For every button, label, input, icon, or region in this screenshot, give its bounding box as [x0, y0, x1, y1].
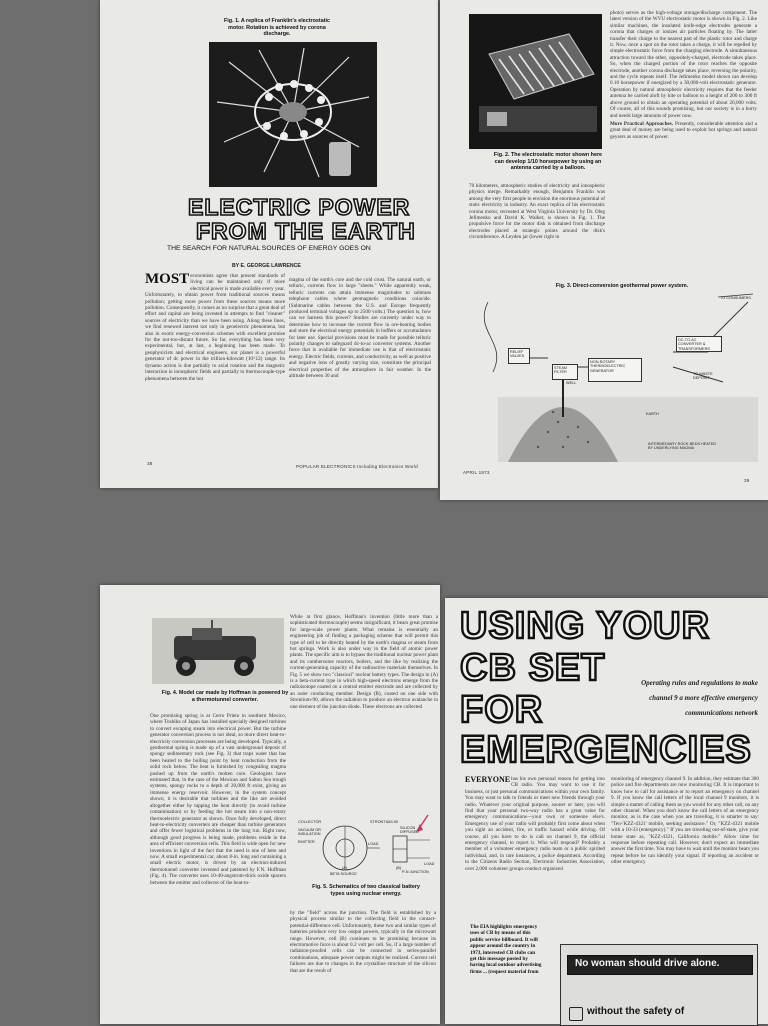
subtitle: THE SEARCH FOR NATURAL SOURCES OF ENERGY GOES ON	[167, 245, 371, 252]
cb-headline-line4: EMERGENCIES	[460, 729, 752, 771]
body-col-4	[610, 10, 757, 280]
body-col-2	[289, 277, 431, 457]
label-consumers: TO CONSUMERS	[720, 296, 751, 300]
magazine-footer: POPULAR ELECTRONICS Including Electronics World	[296, 464, 418, 469]
billboard-tagline: without the safety of	[587, 1006, 685, 1017]
label-emitter: EMITTER	[298, 840, 315, 844]
cb-headline-line1: USING YOUR	[460, 605, 711, 647]
label-a: (A)	[342, 866, 348, 870]
page-number-38: 38	[147, 461, 153, 466]
fig4-caption: Fig. 4. Model car made by Hoffman is powered by a thermotunnel converter.	[161, 690, 289, 703]
col2-text: magma of the earth's core and the cold crust. The natural earth, or telluric, currents flow in large "sheets." While apparently weak, telluric currents can attain immense magnitudes to subtrans telephone cables where geomagnetic conditions coincide. (Submarine cables between the U.S. and Europe frequently produced terminal voltages up to 2500 volts.) The question is, how can we harness this power? Studies are currently under way to determine how to increase the current flow in ore-bearing bodies and store the electrical energy potentials in buffers or accumulators for later use. Special provisions must be made for possible telluric polarity changes to safeguard dc-to-ac converter systems. Another force that is available for immediate use is that of electrostatic energy. Electric fields, currents, and conductivity, as well as positive and negative ions of greatly varying size, constitute the principal electrical properties of the atmosphere in fair weather. In the altitude between 30 and	[289, 277, 431, 380]
billboard	[560, 944, 758, 1026]
label-earth: EARTH	[646, 412, 659, 416]
billboard-headline: No woman should drive alone.	[575, 958, 720, 969]
label-rock-beds: INTERMEDIARY ROCK BEDS HEATED BY UNDERLYING MAGMA	[648, 442, 717, 451]
body-col-1	[145, 273, 285, 457]
cb-headline-line2: CB SET	[460, 647, 606, 689]
label-waste-deposit: TO WASTE DEPOSIT	[693, 372, 713, 381]
issue-date: APRIL 1973	[463, 470, 490, 475]
franklin-motor-image	[209, 42, 377, 187]
col4-subhead: More Practical Approaches.	[610, 120, 674, 127]
col1-text: economists agree that present standards of living can be maintained only if more electrical power is made available every year. Unfortunately, to obtain power from traditional sources means pollution; getting more power from these sources means more pollution. Consequently, it comes as no surprise that a great deal of effort and capital are being invested in attempts to find "cleaner" sources of electricity than we have been using. Along these lines, we find renewed interest not only in geoelectric phenomena, but also in exotic energy-conversion schemes with excellent promise for the not-too-distant future. So far, everything has been very experimental, but, at last, a beginning has been made. To geophysicists and electrical engineers, our planet is a powerful generator of dc power in the trillion-kilowatt (10^12) range. Its dynamo action is due partially to axial rotation and the magnetic interaction in ionospheric fields and partially to thermocouple-type phenomena between the hot	[145, 273, 285, 382]
article-deck: Operating rules and regulations to make channel 9 a more effective emergency communications network	[641, 679, 758, 717]
col4-text: photo) serves as the high-voltage storage/discharge component. The latest version of the WVU electrostatic motor is shown in Fig. 2. Like similar machines, the insulated knife-edge electrodes generate a corona that charges or ionizes air particles floating by. The latter transfer their charge to the nearest part of the plastic rotor and charge it. Now, once a spot on the rotor takes a charge, it will be repelled by simple electrostatic force from the charging electrode. A simultaneous attraction toward the other, oppositely-charged, electrode takes place. So, when the charged portion of the rotor reaches the opposite electrode, another corona discharge takes place, reversing the polarity, and the cycle repeats itself. The Jefimenko model shown can develop 0.10 horsepower if energized by a 30,000-volt electrostatic generator. Operation by natural atmospheric electricity requires that the feeder antenna be carried aloft by kite or balloon to a height of 200 to 300 ft above ground to obtain an operating potential of about 20,000 volts. Of course, all of this sounds promising, but our society is in a hurry and needs large amounts of power now.	[610, 10, 757, 119]
label-well: WELL	[566, 381, 577, 385]
label-steam-filter: STEAM FILTER	[554, 366, 568, 375]
headline-line2: FROM THE EARTH	[196, 218, 416, 244]
fig3-caption: Fig. 3. Direct-conversion geothermal power system.	[555, 283, 689, 289]
page-number-39: 39	[744, 478, 750, 483]
body-col-3	[469, 183, 605, 277]
headline-line1: ELECTRIC POWER	[188, 194, 411, 220]
fig4-photo	[152, 618, 284, 684]
fig2-photo	[469, 14, 602, 149]
fig1-caption: Fig. 1. A replica of Franklin's electrostatic motor. Rotation is achieved by corona discharge.	[223, 18, 331, 38]
col4-more-text: Presently, considerable attention and a great deal of money are being used to exploit hot springs and natural geysers as sources of power.	[610, 120, 757, 140]
cb-body-col-2	[611, 776, 759, 932]
label-silicon: SILICON DIFFUSED	[400, 826, 419, 835]
label-relief-valves: RELIEF VALVES	[510, 350, 525, 359]
fig5-caption: Fig. 5. Schematics of two classical battery types using nuclear energy.	[312, 884, 420, 897]
colA-text: One promising spring is at Cerro Prieto in southern Mexico, where Toshiba of Japan has installed specially designed turbines to convert escaping steam into electrical power. But the turbine generator conversion process is not ideal, so more direct heat-to-electricity conversion processes are being developed. Typically, a geothermal spring is made up of a vast underground deposit of spongy sedimentary rock (see Fig. 3) that traps water that has been heated to the boiling point by heat conduction from the solid rock below. The heat is furnished by congealing magma pushed up from the earth's molten core. Geologists have estimated that, in the case of the Mexican and Salton Sea trough systems, spongy rocks to a depth of 20,000 ft exist, giving an immense energy reservoir. However, in the system concept shown, it is desirable that turbines and the like are avoided altogether either by tapping the heat directly (to avoid turbine contamination) or by feeding the hot steam into a non-rotary thermoelectric generator as shown. Once fully developed, direct heat-to-electricity converters are cheaper than turbine generators and offer fewer logistical problems in the long run. Right now, although good progress is being made, problems reside in the area of efficient conversion cells. This field is wide open for new inventions in light of the fact that the need is one of here and now. A small experimental car, about 8-in. long and containing a small electric motor, is driven by an electron-induced thermotunnel converter invented and patented by F.N. Huffman (Fig. 4). The converter uses 10-40-angstrom-thick oxide spacers between the emitter and collector of the heat-to-	[150, 713, 286, 886]
billboard-shield-icon	[569, 1007, 583, 1021]
colB2-text: by the "field" across the junction. The field is established by a physical process similar to the collecting field in the contact-potential-difference cell. Unfortunately, these two and similar types of batteries produce very low output powers, typically in the microwatt range. However, cell (B) continues to be promising because its electromotive force is about 0.2 volt per cell. So, if a large number of radiation-proofed cells can be connected in series-parallel combinations, adequate power outputs might be realized. Current cell failures are due to changes in the crystalline structure of the silicon that are the result of	[290, 910, 436, 974]
label-thermoelectric: NON-ROTARY THERMOELECTRIC GENERATOR	[590, 360, 626, 373]
label-load-a: LOAD	[368, 842, 379, 846]
eia-text-block	[470, 924, 542, 1024]
fig5-diagram	[290, 810, 440, 880]
col3-text: 70 kilometers, atmospheric studies of electricity and ionospheric physics merge. Remarkably enough, Benjamin Franklin was among the very first people to envision the enormous potential of static electricity in industry. An exact replica of his electrostatic corona motor, recreated at West Virginia University by Dr. Oleg Jefimenko and David K. Walker, is shown in Fig. 1. The propulsive force for the motor disk is obtained from discharge electrodes placed at strategic points around the disk's circumference. A Leyden jar (lower right in	[469, 183, 605, 241]
model-car-image	[152, 618, 284, 684]
label-pn-junction: P-N JUNCTION	[402, 870, 429, 874]
body-col-b	[290, 614, 438, 814]
body-col-a	[150, 713, 286, 1024]
body-col-b2	[290, 910, 436, 1024]
label-collector: COLLECTOR	[298, 820, 322, 824]
cb-col2-text: monitoring of emergency channel 9. In addition, they estimate that 300 police and fire departments are now monitoring CB. It is important to know how to call for assistance or to report an emergency on channel 9. If you know the call letters of the local channel 9 monitors, it is simple a matter of calling them as you would for any other call, on any other channel. When you don't know the call letters of an emergency monitor, as is the case when you are traveling, it is smarter to say: "Ten-'KZZ-4321' mobile, seeking assistance." Or, "KZZ-4321 mobile with a 10-33 (emergency)." If you are traveling out-of-state, give your home state as, "KZZ-4321, California mobile." Allow time for response before repeating call. However, don't expect an immediate answer the first time. You may have to wait until the monitor hears you repeat before he can identify your signal. If reporting an accident or other emergency	[611, 776, 759, 866]
label-strontium: STRONTIUM-90	[370, 820, 399, 824]
colB-text: While at first glance, Hoffman's invention (little more than a sophisticated thermocouple) seems insignificant, it bears great promise for large-scale power plants. What remains is essentially an engineering job of finding a packaging scheme that will permit this type of cell to be directly heated by the earth's magma or steam from hot springs. Work is also under way in the field of atomic power plants. The specific aim is to bypass the traditional nuclear power plant and its cumbersome reactors, boilers, and the like by realizing the current-generating capacity of the radioactive materials themselves. In Fig. 5 we show two "classical" nuclear battery types. The design in (A) is a beta-current type in which high-speed electrons emerge from the radioisotope coated on a central emitter electrode and are collected by an outer conducting member. Design (B), coated on one side with Strontium-90, allows the radiation to produce an electron avalanche in one element of the junction diode. These electrons are collected	[290, 614, 438, 710]
fig2-caption: Fig. 2. The electrostatic motor shown here can develop 1/10 horsepower by using an antenna carried by a balloon.	[493, 152, 603, 172]
label-b: (B)	[396, 866, 402, 870]
electrostatic-motor-image	[469, 14, 602, 149]
cb-headline-line3: FOR	[460, 689, 544, 731]
fig3-diagram	[468, 292, 758, 462]
byline: BY E. GEORGE LAWRENCE	[232, 263, 301, 269]
label-load-b: LOAD	[424, 862, 435, 866]
label-beta-source: BETA SOURCE	[330, 872, 357, 876]
label-vacuum: VACUUM OR INSULATION	[298, 828, 321, 837]
dropcap: MOST	[145, 273, 190, 287]
label-dc-converter: DC-TO-AC CONVERTER & TRANSFORMERS	[678, 338, 710, 351]
cb-dropcap: EVERYONE	[465, 776, 511, 784]
cb-body-col-1	[465, 776, 605, 912]
fig1-photo	[209, 42, 377, 187]
eia-text: The EIA highlights emergency uses of CB by means of this public service billboard. It will appear around the country in 1973, interested CB clubs can get this message posted by having local outdoor advertising firms ... (request material from	[470, 924, 542, 975]
cb-col1-text: has his own personal reason for getting into CB radio. You may want to use it for business, or just personal communications within your own family. You may want to talk to friends or meet new friends through your radio. Whatever your original purpose, sooner or later, you will find that your personal two-way radio has a great value for emergency communications—your own or someone else's. Emergency use of your radio will probably first come about when you sight an accident, fire, or traffic hazard while driving. Of course, all you have to do is call on channel 9, the official emergency channel, to report it. Who will respond? Probably a member of a volunteer emergency radio team or a public spirited individual, and, in rare instances, a police department. According to the Citizens Radio Section, Electronic Industries Association, over 2,000 volunteer groups conduct organized	[465, 776, 605, 872]
